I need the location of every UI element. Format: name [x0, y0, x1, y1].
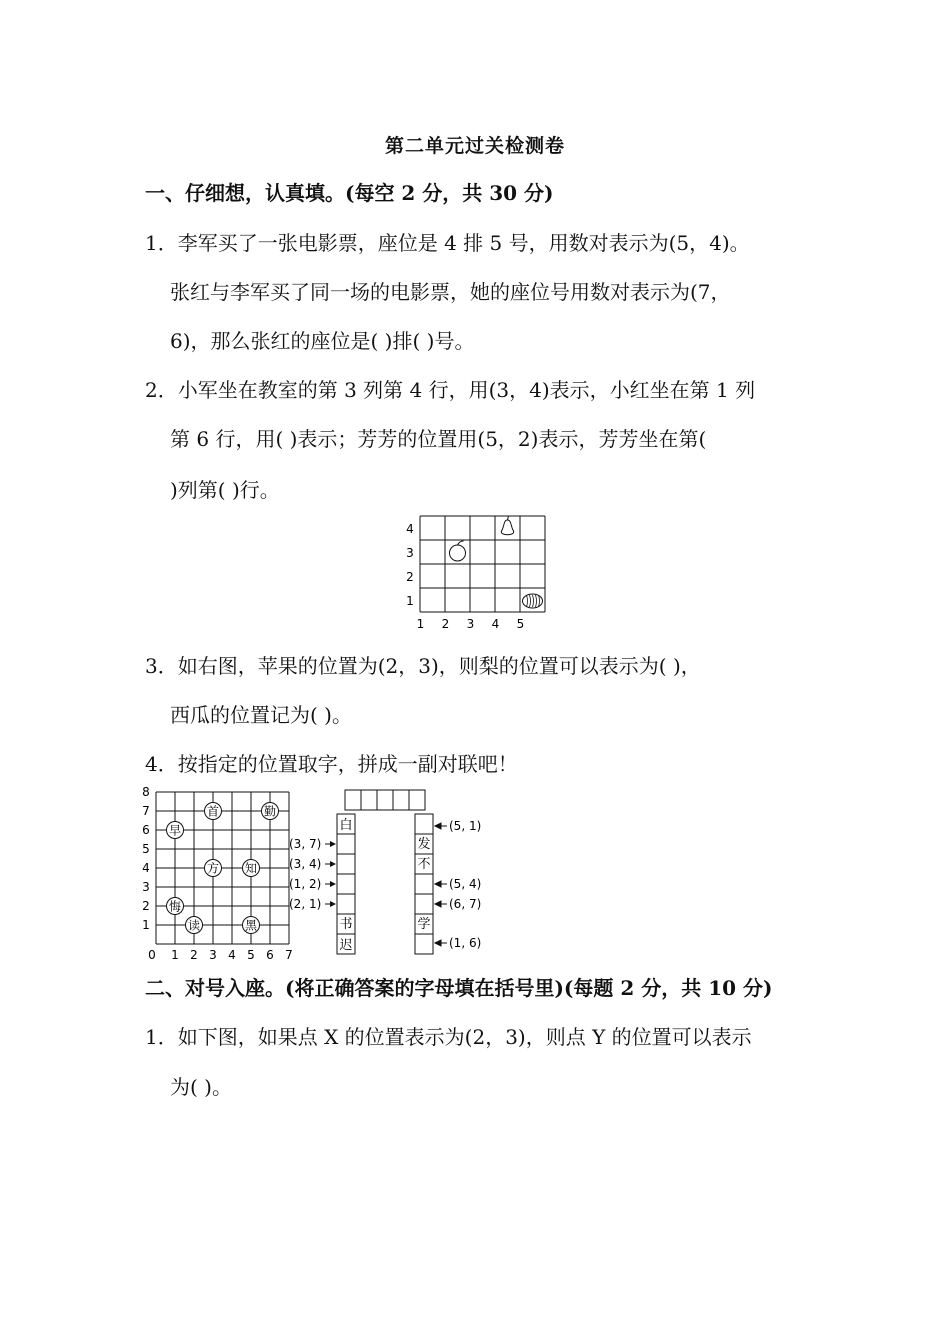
y-tick-label: 5	[142, 842, 150, 856]
apple-icon	[450, 541, 466, 561]
apple-body	[450, 545, 466, 561]
couplet-left-label: (3, 7)	[289, 837, 322, 851]
fruit-grid-figure	[395, 508, 555, 630]
couplet-left-arrow-head	[330, 861, 336, 867]
fruit-grid	[406, 516, 545, 631]
couplet-left-char-chi: 迟	[339, 938, 353, 953]
x-tick-label: 4	[491, 617, 500, 631]
y-tick-label: 3	[406, 546, 414, 560]
x-tick-label: 4	[228, 948, 236, 962]
couplet-right-label-1: (5, 4)	[449, 877, 482, 891]
x-tick-label: 3	[466, 617, 475, 631]
section2-heading: 二、对号入座。(将正确答案的字母填在括号里)(每题 2 分，共 10 分)	[145, 976, 773, 1000]
q1-line1: 1．李军买了一张电影票，座位是 4 排 5 号，用数对表示为(5，4)。	[145, 231, 750, 255]
pear-stem	[508, 516, 509, 520]
y-tick-label: 6	[142, 823, 150, 837]
x-tick-label: 2	[441, 617, 450, 631]
couplet-right-char-bu: 不	[417, 857, 431, 872]
page-title: 第二单元过关检测卷	[384, 135, 565, 157]
y-tick-label: 4	[142, 861, 150, 875]
q3-line1: 3．如右图，苹果的位置为(2，3)，则梨的位置可以表示为( )，	[145, 654, 701, 678]
q2-line2: 第 6 行，用( )表示；芳芳的位置用(5，2)表示，芳芳坐在第(	[170, 427, 707, 451]
couplet-left-labels	[289, 837, 336, 911]
char-grid-figure	[138, 785, 293, 962]
q1-line2: 张红与李军买了同一场的电影票，她的座位号用数对表示为(7，	[170, 280, 731, 304]
couplet-left-arrow-head	[330, 881, 336, 887]
couplet-right-arrows	[435, 823, 447, 946]
char-label: 早	[168, 823, 182, 838]
y-tick-label: 8	[142, 785, 150, 799]
x-tick-label: 1	[416, 617, 425, 631]
couplet-right-label-2: (6, 7)	[449, 897, 482, 911]
couplet-right-char-xue: 学	[417, 917, 431, 932]
char-label: 方	[206, 861, 220, 876]
y-tick-label: 7	[142, 804, 150, 818]
couplet-left-label: (3, 4)	[289, 857, 322, 871]
y-tick-label: 3	[142, 880, 150, 894]
q4-line1: 4．按指定的位置取字，拼成一副对联吧！	[145, 752, 518, 776]
couplet-left-arrow-head	[330, 841, 336, 847]
y-tick-label: 1	[406, 594, 414, 608]
couplet-left-top-char: 白	[339, 818, 353, 833]
q1-line3: 6)，那么张红的座位是( )排( )号。	[170, 329, 475, 353]
couplet-left-label: (2, 1)	[289, 897, 322, 911]
x-tick-label: 1	[171, 948, 179, 962]
couplet-figure	[285, 786, 495, 958]
couplet-left-label: (1, 2)	[289, 877, 322, 891]
x-tick-label: 5	[516, 617, 525, 631]
couplet-right-column	[415, 814, 433, 954]
x-tick-label: 2	[190, 948, 198, 962]
x-tick-label: 5	[247, 948, 255, 962]
s2-q1-line2: 为( )。	[170, 1075, 232, 1099]
pear-body	[501, 520, 513, 535]
couplet-top-boxes	[345, 790, 425, 810]
y-tick-label: 1	[142, 918, 150, 932]
y-tick-label: 2	[142, 899, 150, 913]
x-tick-label: 0	[148, 948, 156, 962]
q2-line1: 2．小军坐在教室的第 3 列第 4 行，用(3，4)表示，小红坐在第 1 列	[145, 378, 756, 402]
couplet-right-label-bottom: (1, 6)	[449, 936, 482, 950]
char-label: 知	[244, 861, 258, 876]
char-label: 读	[187, 918, 201, 933]
section1-heading: 一、仔细想，认真填。(每空 2 分，共 30 分)	[145, 181, 554, 205]
watermelon-icon	[523, 594, 543, 608]
char-grid	[142, 785, 293, 962]
couplet-left-char-shu: 书	[339, 917, 353, 932]
x-tick-label: 6	[266, 948, 274, 962]
couplet-left-arrow-head	[330, 901, 336, 907]
char-label: 首	[206, 804, 220, 819]
x-tick-label: 7	[285, 948, 293, 962]
q2-line3: )列第( )行。	[170, 478, 280, 502]
char-label: 勤	[263, 804, 277, 819]
char-label: 悔	[168, 899, 182, 914]
couplet-left-column	[337, 814, 355, 954]
couplet-right-char-fa: 发	[417, 837, 431, 852]
couplet-right-label-top: (5, 1)	[449, 819, 482, 833]
apple-stem	[458, 541, 464, 545]
s2-q1-line1: 1．如下图，如果点 X 的位置表示为(2，3)，则点 Y 的位置可以表示	[145, 1025, 752, 1049]
x-tick-label: 3	[209, 948, 217, 962]
y-tick-label: 4	[406, 522, 414, 536]
char-label: 黑	[244, 918, 258, 933]
y-tick-label: 2	[406, 570, 414, 584]
q3-line2: 西瓜的位置记为( )。	[170, 703, 352, 727]
pear-icon	[501, 516, 513, 535]
